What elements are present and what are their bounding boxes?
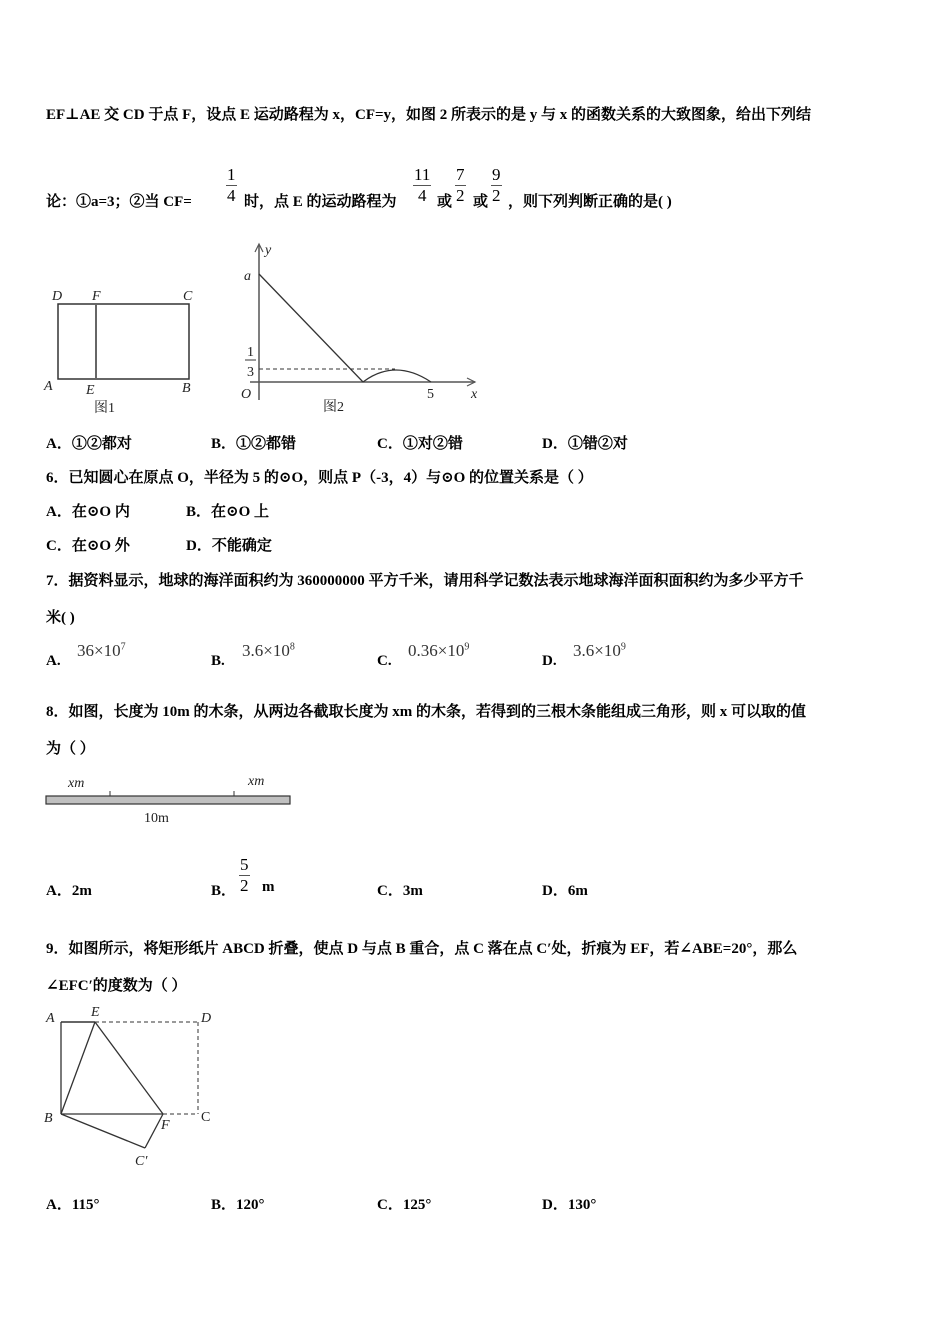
svg-text:y: y	[265, 243, 272, 258]
q9-option-a[interactable]: A．115°	[46, 1197, 100, 1213]
or-text: 或	[437, 194, 453, 210]
svg-text:B: B	[182, 381, 191, 396]
fraction-1-4: $\frac{1}{4}$	[227, 165, 236, 205]
q5-line2-c: ，则下列判断正确的是( )	[508, 194, 672, 210]
q6-option-b[interactable]: B．在⊙O 上	[186, 504, 269, 520]
fraction-9-2: $\frac{9}{2}$	[492, 165, 501, 205]
svg-text:1: 1	[247, 345, 254, 360]
fraction-11-4: $\frac{11}{4}$	[414, 165, 431, 205]
q8-line1: 8．如图，长度为 10m 的木条，从两边各截取长度为 xm 的木条，若得到的三根木条能组成三角形，则 x 可以取的值	[46, 704, 806, 720]
q5-option-c[interactable]: C．①对②错	[377, 436, 463, 452]
svg-text:F: F	[92, 289, 101, 304]
svg-text:xm: xm	[68, 776, 85, 791]
svg-text:F: F	[161, 1118, 170, 1133]
q7-option-a[interactable]: A.	[46, 653, 61, 669]
fraction-5-2: $\frac{5}{2}$	[240, 855, 249, 895]
q9-option-d[interactable]: D．130°	[542, 1197, 597, 1213]
q6-option-c[interactable]: C．在⊙O 外	[46, 538, 130, 554]
q9-option-c[interactable]: C．125°	[377, 1197, 432, 1213]
q7-option-d-value: $3.6\times 10^9$	[573, 641, 626, 660]
svg-text:图2: 图2	[323, 400, 344, 415]
q8-option-b[interactable]: B．	[211, 883, 237, 899]
q7-option-b[interactable]: B.	[211, 653, 225, 669]
q7-option-c[interactable]: C.	[377, 653, 392, 669]
q9-line2: ∠EFC′的度数为（ ）	[46, 978, 187, 994]
q7-option-d[interactable]: D.	[542, 653, 557, 669]
svg-text:xm: xm	[248, 774, 265, 789]
q5-option-d[interactable]: D．①错②对	[542, 436, 628, 452]
svg-text:5: 5	[427, 387, 434, 402]
q5-line2-a: 论：①a=3；②当 CF=	[46, 194, 192, 210]
svg-text:E: E	[86, 383, 95, 398]
q5-line1: EF⊥AE 交 CD 于点 F，设点 E 运动路程为 x，CF=y，如图 2 所表示的是 y 与 x 的函数关系的大致图象，给出下列结	[46, 107, 812, 123]
figure-1-rectangle	[40, 280, 210, 420]
q8-option-b-unit: m	[262, 879, 275, 895]
q8-option-d[interactable]: D．6m	[542, 883, 588, 899]
q8-line2: 为（ ）	[46, 741, 95, 757]
fraction-7-2: $\frac{7}{2}$	[456, 165, 465, 205]
or-text: 或	[473, 194, 489, 210]
svg-text:A: A	[44, 379, 53, 394]
q5-option-b[interactable]: B．①②都错	[211, 436, 297, 452]
svg-text:B: B	[44, 1111, 53, 1126]
svg-text:C: C	[201, 1110, 211, 1125]
svg-text:C: C	[183, 289, 193, 304]
svg-text:O: O	[241, 387, 252, 402]
q7-option-c-value: $0.36\times 10^9$	[408, 641, 470, 660]
q7-line2: 米( )	[46, 610, 75, 626]
svg-text:10m: 10m	[144, 811, 169, 826]
svg-text:图1: 图1	[94, 401, 115, 416]
q8-option-c[interactable]: C．3m	[377, 883, 423, 899]
q7-option-b-value: $3.6\times 10^8$	[242, 641, 295, 660]
svg-text:D: D	[52, 289, 63, 304]
q6-option-a[interactable]: A．在⊙O 内	[46, 504, 130, 520]
q8-option-a[interactable]: A．2m	[46, 883, 92, 899]
folded-rectangle-figure	[40, 1000, 240, 1175]
svg-text:x: x	[471, 387, 478, 402]
svg-text:D: D	[201, 1011, 212, 1026]
q6-text: 6．已知圆心在原点 O，半径为 5 的⊙O，则点 P（-3，4）与⊙O 的位置关系是（ ）	[46, 470, 593, 486]
q7-option-a-value: $36\times 10^7$	[77, 641, 126, 660]
q7-line1: 7．据资料显示，地球的海洋面积约为 360000000 平方千米，请用科学记数法表示地球海洋面积面积约为多少平方千	[46, 573, 804, 589]
q9-option-b[interactable]: B．120°	[211, 1197, 265, 1213]
svg-text:3: 3	[247, 365, 254, 380]
q9-line1: 9．如图所示，将矩形纸片 ABCD 折叠，使点 D 与点 B 重合，点 C 落在点 C′处，折痕为 EF，若∠ABE=20°，那么	[46, 941, 798, 957]
figure-2-graph	[235, 240, 495, 420]
q6-option-d[interactable]: D．不能确定	[186, 538, 272, 554]
wood-stick-figure	[40, 770, 300, 830]
q5-line2-b: 时，点 E 的运动路程为	[244, 194, 397, 210]
svg-text:A: A	[46, 1011, 55, 1026]
svg-text:E: E	[91, 1005, 100, 1020]
svg-text:C′: C′	[135, 1154, 148, 1169]
q5-option-a[interactable]: A．①②都对	[46, 436, 132, 452]
svg-text:a: a	[244, 269, 251, 284]
